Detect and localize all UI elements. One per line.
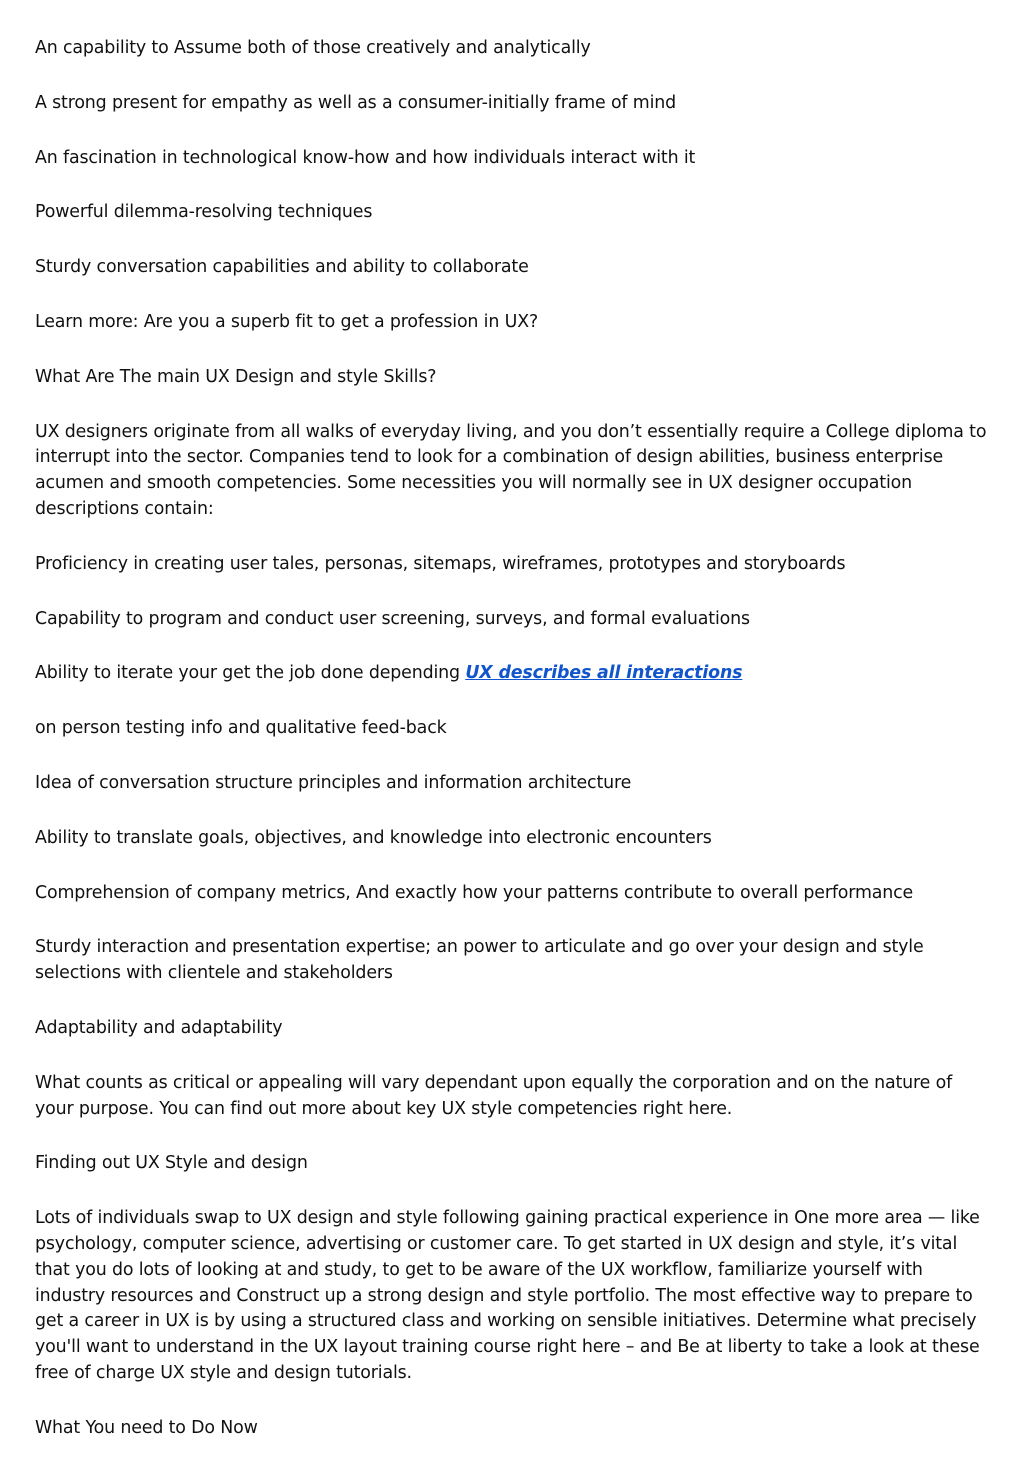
paragraph: Learn more: Are you a superb fit to get a profession in UX? [35,311,539,332]
paragraph: An fascination in technological know-how and how individuals interact with it [35,147,696,168]
paragraph: Sturdy interaction and presentation expertise; an power to articulate and go over your design and style selections with clientele and stakeholders [35,937,924,984]
paragraph: Comprehension of company metrics, And exactly how your patterns contribute to overall performance [35,882,914,903]
paragraph: on person testing info and qualitative feed-back [35,718,447,739]
paragraph: Idea of conversation structure principles and information architecture [35,772,632,793]
paragraph: UX designers originate from all walks of everyday living, and you don’t essentially require a College diploma to interrupt into the sector. Companies tend to look for a combination of design abilities, business enterprise acumen and smooth competencies. Some necessities you will normally see in UX designer occupation descriptions contain: [35,421,987,519]
paragraph: What counts as critical or appealing will vary dependant upon equally the corporation and on the nature of your purpose. You can find out more about key UX style competencies right here. [35,1072,953,1119]
link-lead-text: Ability to iterate your get the job done depending [35,663,466,684]
paragraph: A strong present for empathy as well as a consumer-initially frame of mind [35,92,677,113]
paragraph: Powerful dilemma-resolving techniques [35,202,373,223]
paragraph: Proficiency in creating user tales, personas, sitemaps, wireframes, prototypes and storyboards [35,553,846,574]
section-heading: Finding out UX Style and design [35,1153,308,1174]
paragraph-with-link [35,661,995,687]
paragraph: Lots of individuals swap to UX design and style following gaining practical experience in One more area — like psychology, computer science, advertising or customer care. To get started in UX design and style, it’s vital that you do lots of looking at and study, to get to be aware of the UX workflow, familiarize yourself with industry resources and Construct up a strong design and style portfolio. The most effective way to prepare to get a career in UX is by using a structured class and working on sensible initiatives. Determine what precisely you'll want to understand in the UX layout training course right here – and Be at liberty to take a look at these free of charge UX style and design tutorials. [35,1208,980,1383]
document-body [35,36,995,1471]
ux-interactions-link[interactable]: UX describes all interactions [465,663,743,684]
paragraph: Ability to translate goals, objectives, and knowledge into electronic encounters [35,827,712,848]
section-heading: What Are The main UX Design and style Skills? [35,366,437,387]
paragraph: Adaptability and adaptability [35,1017,283,1038]
paragraph: An capability to Assume both of those creatively and analytically [35,38,591,58]
section-heading: What You need to Do Now [35,1417,258,1438]
paragraph: Sturdy conversation capabilities and ability to collaborate [35,257,529,278]
paragraph: Capability to program and conduct user screening, surveys, and formal evaluations [35,608,750,629]
